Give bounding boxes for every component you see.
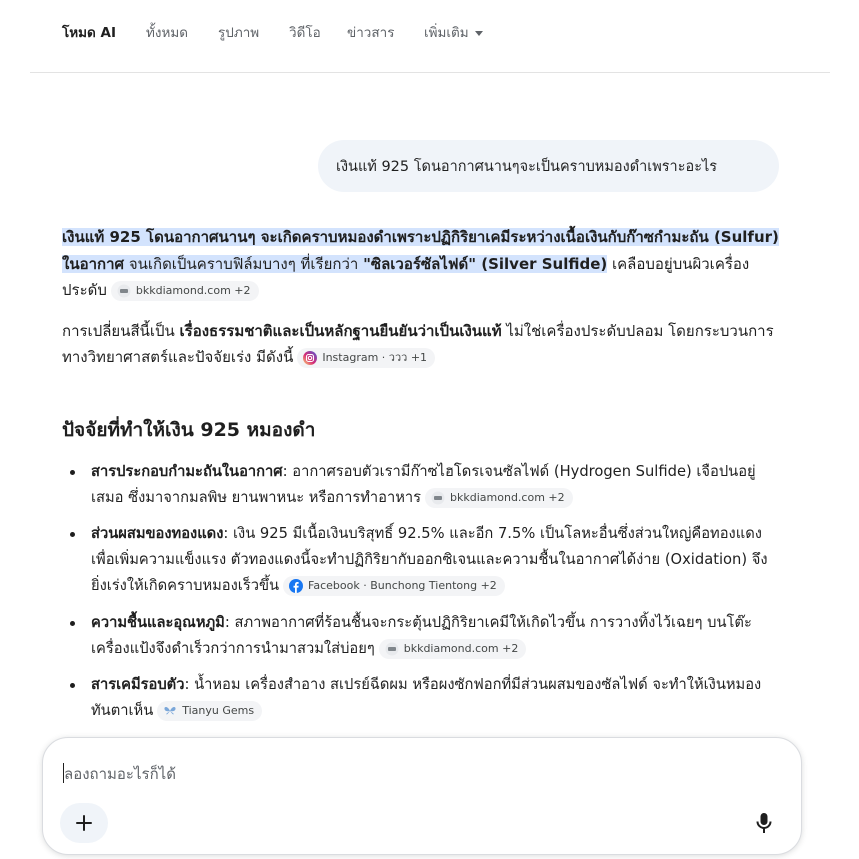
user-query-bubble (318, 140, 779, 192)
top-navigation (0, 0, 859, 60)
list-item-text: : อากาศรอบตัวเรามีก๊าซไฮโดรเจนซัลไฟด์ (Hydrogen Sulfide) เจือปนอยู่เสมอ ซึ่งมาจากมลพิษ ยานพาหนะ หรือการทำอาหาร (91, 462, 756, 506)
list-item-title: ส่วนผสมของทองแดง (91, 524, 224, 542)
list-item-text: : น้ำหอม เครื่องสำอาง สเปรย์ฉีดผม หรือผงซักฟอกที่มีส่วนผสมของซัลไฟด์ จะทำให้เงินหมองทันตาเห็น (91, 675, 762, 720)
answer-p2-tail: ไม่ใช่เครื่องประดับปลอม โดยกระบวนการทางวิทยาศาสตร์และปัจจัยเร่ง มีดังนี้ (62, 321, 774, 366)
butterfly-icon (163, 704, 177, 718)
user-query-text: เงินแท้ 925 โดนอากาศนานๆจะเป็นคราบหมองดำเพราะอะไร (336, 158, 718, 175)
facebook-icon (289, 579, 303, 593)
source-chip-label: Facebook · Bunchong Tientong +2 (308, 579, 497, 593)
source-chip-label: Tianyu Gems (182, 704, 255, 718)
site-favicon-icon (385, 642, 399, 656)
answer-paragraph-2 (62, 318, 782, 371)
answer-paragraph-1 (62, 224, 782, 304)
tab-all[interactable]: ทั้งหมด (146, 25, 189, 41)
microphone-icon (756, 812, 772, 834)
add-attachment-button[interactable] (60, 803, 108, 843)
answer-p1-tail: เคลือบอยู่บนผิวเครื่องประดับ (62, 254, 750, 299)
list-item-title: ความชื้นและอุณหภูมิ (91, 613, 225, 631)
list-item (62, 610, 782, 662)
list-item-title: สารเคมีรอบตัว (91, 675, 185, 693)
source-chip[interactable] (283, 576, 505, 596)
tab-images[interactable]: รูปภาพ (218, 25, 260, 41)
ai-answer (62, 224, 782, 734)
site-favicon-icon (431, 491, 445, 505)
tab-more-label: เพิ่มเติม (424, 25, 469, 41)
source-chip[interactable] (157, 701, 262, 721)
answer-p1-bold-term: "ซิลเวอร์ซัลไฟด์" (Silver Sulfide) (363, 254, 608, 273)
source-chip[interactable] (297, 348, 435, 368)
list-item (62, 521, 782, 600)
section-heading: ปัจจัยที่ทำให้เงิน 925 หมองดำ (62, 418, 316, 441)
answer-p2-lead: การเปลี่ยนสีนี้เป็น (62, 321, 180, 340)
source-chip[interactable] (379, 639, 527, 659)
factor-list (62, 459, 782, 725)
site-favicon-icon (117, 284, 131, 298)
answer-p1-bold-lead: เงินแท้ 925 โดนอากาศนานๆ จะเกิดคราบหมองดำเพราะปฏิกิริยาเคมีระหว่างเนื้อเงินกับก๊าซกำมะถัน (Sulfur) ในอากาศ (62, 228, 779, 273)
answer-p2-bold: เรื่องธรรมชาติและเป็นหลักฐานยืนยันว่าเป็นเงินแท้ (179, 321, 502, 340)
tab-ai-mode[interactable]: โหมด AI (62, 25, 116, 41)
source-chip-label: bkkdiamond.com +2 (403, 641, 519, 655)
tab-more[interactable] (424, 21, 483, 43)
source-chip[interactable] (111, 281, 259, 301)
instagram-icon (303, 351, 317, 365)
list-item-title: สารประกอบกำมะถันในอากาศ (91, 462, 283, 480)
plus-icon (75, 814, 93, 832)
list-item (62, 672, 782, 724)
prompt-input[interactable] (64, 760, 744, 788)
voice-input-button[interactable] (749, 808, 779, 838)
source-chip-label: bkkdiamond.com +2 (450, 490, 565, 504)
list-item-text: : เงิน 925 มีเนื้อเงินบริสุทธิ์ 92.5% และอีก 7.5% เป็นโลหะอื่นซึ่งส่วนใหญ่คือทองแดงเพื่อเพิ่มความแข็งแรง ตัวทองแดงนี้จะทำปฏิกิริยากับออกซิเจนและความชื้นในอากาศได้ง่าย (Oxidation) จึงยิ่งเร่งให้เกิดคราบหมองเร็วขึ้น (91, 524, 768, 595)
tab-news[interactable]: ข่าวสาร (347, 25, 395, 41)
source-chip-label: Instagram · ววว +1 (322, 350, 428, 364)
list-item (62, 459, 782, 511)
list-item-text: : สภาพอากาศที่ร้อนชื้นจะกระตุ้นปฏิกิริยาเคมีให้เกิดไวขึ้น การวางทิ้งไว้เฉยๆ บนโต๊ะเครื่องแป้งจึงดำเร็วกว่าการนำมาสวมใส่บ่อยๆ (91, 613, 752, 657)
caret-down-icon (475, 31, 483, 36)
header-divider (30, 72, 830, 73)
prompt-composer (42, 737, 802, 855)
answer-p1-text: จนเกิดเป็นคราบฟิล์มบางๆ ที่เรียกว่า (124, 254, 364, 273)
source-chip-label: bkkdiamond.com +2 (135, 283, 251, 297)
source-chip[interactable] (425, 488, 573, 508)
tab-videos[interactable]: วิดีโอ (289, 25, 321, 41)
